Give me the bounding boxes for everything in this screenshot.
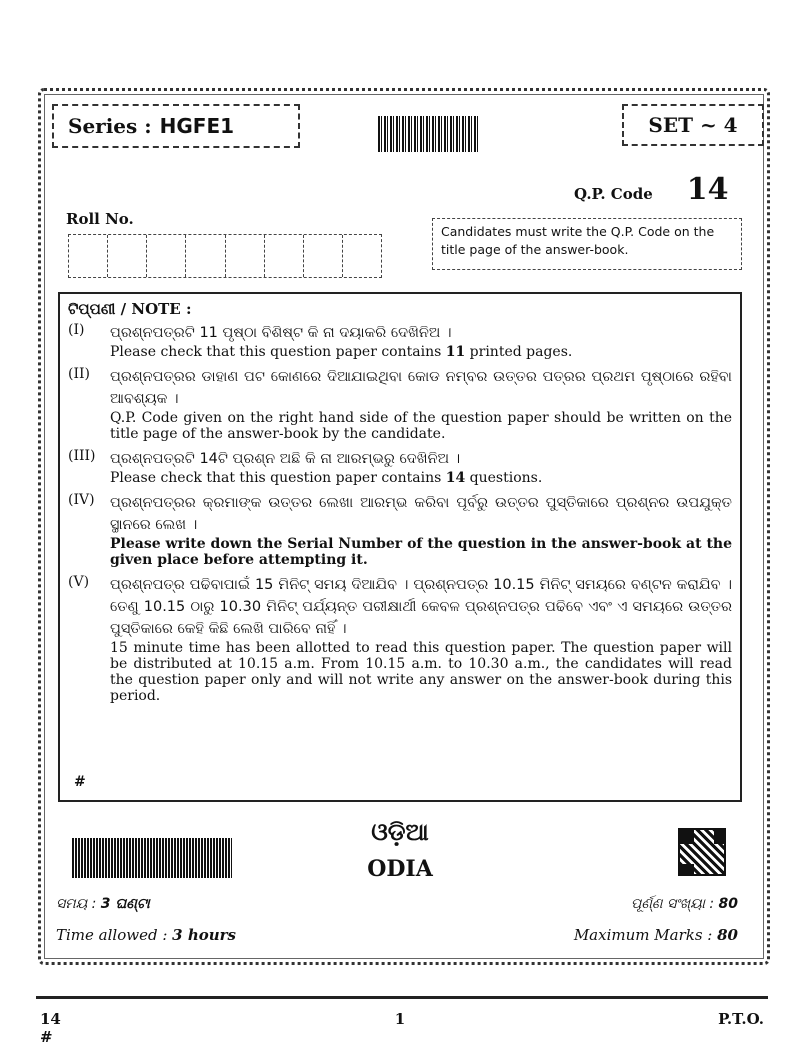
note-item-odia: ପ୍ରଶ୍ନପତ୍ରଟି 14ଟି ପ୍ରଶ୍ନ ଅଛି କି ନା ଆରମ୍ଭରୁ ଦେଖିନିଅ । <box>110 451 461 467</box>
set-box <box>622 104 764 146</box>
note-item <box>68 366 732 442</box>
footer-hash: # <box>40 1028 53 1046</box>
roll-number-cell[interactable] <box>226 235 265 277</box>
roll-number-cell[interactable] <box>147 235 186 277</box>
series-code: HGFE1 <box>159 114 235 138</box>
candidates-note: Candidates must write the Q.P. Code on the title page of the answer-book. <box>432 218 742 270</box>
note-item-english: Please write down the Serial Number of the question in the answer-book at the given place before attempting it. <box>110 536 732 568</box>
roll-number-cell[interactable] <box>108 235 147 277</box>
roll-number-cell[interactable] <box>304 235 343 277</box>
footer-rule <box>36 996 768 999</box>
barcode-top <box>378 116 478 152</box>
roll-number-cell[interactable] <box>69 235 108 277</box>
max-marks-odia: ପୂର୍ଣ୍ଣ ସଂଖ୍ୟା : 80 <box>630 896 738 912</box>
hash-mark: # <box>74 774 86 790</box>
note-title: ଟିପ୍ପଣୀ / NOTE : <box>68 300 192 318</box>
note-item-odia: ପ୍ରଶ୍ନପତ୍ରର ଡାହାଣ ପଟ କୋଣରେ ଦିଆଯାଇଥିବା କୋଡ ନମ୍ବର ଉତ୍ତର ପତ୍ରର ପ୍ରଥମ ପୃଷ୍ଠାରେ ରହିବା ଆବଶ୍ୟକ । <box>110 369 732 407</box>
note-item-number: (II) <box>68 366 90 382</box>
max-marks-english: Maximum Marks : 80 <box>573 926 738 944</box>
barcode-bottom <box>72 838 232 878</box>
note-item-english: 15 minute time has been allotted to read this question paper. The question paper will be distributed at 10.15 a.m. From 10.15 a.m. to 10.30 a.m., the candidates will read the question paper only and will not write any answer on the answer-book during this period. <box>110 640 732 704</box>
subject-title-english: ODIA <box>367 856 433 882</box>
set-label: SET ~ 4 <box>648 113 738 137</box>
page-number: 1 <box>394 1010 406 1028</box>
note-item-number: (I) <box>68 322 85 338</box>
note-item-english: Q.P. Code given on the right hand side of the question paper should be written on the title page of the answer-book by the candidate. <box>110 410 732 442</box>
note-item <box>68 448 732 486</box>
note-item-english: Please check that this question paper contains 14 questions. <box>110 470 543 486</box>
note-item <box>68 574 732 704</box>
series-label: Series : <box>68 114 152 138</box>
qr-code <box>678 828 726 876</box>
footer-code <box>40 1010 61 1046</box>
note-item-odia: ପ୍ରଶ୍ନପତ୍ରର କ୍ରମାଙ୍କ ଉତ୍ତର ଲେଖା ଆରମ୍ଭ କରିବା ପୂର୍ବରୁ ଉତ୍ତର ପୁସ୍ତିକାରେ ପ୍ରଶ୍ନର ଉପଯୁକ୍ତ ସ୍ଥାନରେ ଲେଖ । <box>110 495 732 533</box>
roll-number-cell[interactable] <box>186 235 225 277</box>
qp-code-value: 14 <box>686 172 729 207</box>
roll-number-cell[interactable] <box>265 235 304 277</box>
note-item <box>68 492 732 568</box>
note-item-odia: ପ୍ରଶ୍ନପତ୍ରଟି 11 ପୃଷ୍ଠା ବିଶିଷ୍ଟ କି ନା ଦୟାକରି ଦେଖିନିଅ । <box>110 325 452 341</box>
series-box <box>52 104 300 148</box>
subject-title-odia: ଓଡ଼ିଆ <box>371 818 429 846</box>
note-item-number: (III) <box>68 448 96 464</box>
pto-label: P.T.O. <box>718 1010 764 1028</box>
note-item-number: (V) <box>68 574 90 590</box>
qp-code-label: Q.P. Code <box>574 185 653 203</box>
note-item-odia: ପ୍ରଶ୍ନପତ୍ର ପଢିବାପାଇଁ 15 ମିନିଟ୍ ସମୟ ଦିଆଯିବ । ପ୍ରଶ୍ନପତ୍ର 10.15 ମିନିଟ୍ ସମୟରେ ବଣ୍ଟନ କରାଯିବ । ତେଣୁ 10.15 ଠାରୁ 10.30 ମିନିଟ୍ ପର୍ଯ୍ୟନ୍ତ ପରୀକ୍ଷାର୍ଥୀ କେବଳ ପ୍ରଶ୍ନପତ୍ର ପଢିବେ ଏବଂ ଏ ସମୟରେ ଉତ୍ତର ପୁସ୍ତିକାରେ କେହି କିଛି ଲେଖି ପାରିବେ ନାହିଁ । <box>110 577 732 637</box>
roll-number-cell[interactable] <box>343 235 381 277</box>
qp-code <box>574 172 754 207</box>
note-item-english: Please check that this question paper contains 11 printed pages. <box>110 344 573 360</box>
roll-number-label: Roll No. <box>66 210 134 228</box>
roll-number-boxes[interactable] <box>68 234 382 278</box>
time-allowed-odia: ସମୟ : 3 ଘଣ୍ଟା <box>56 896 150 912</box>
note-item <box>68 322 732 360</box>
time-allowed-english: Time allowed : 3 hours <box>56 926 236 944</box>
note-box <box>58 292 742 802</box>
note-item-number: (IV) <box>68 492 95 508</box>
footer-code-number: 14 <box>40 1010 61 1028</box>
